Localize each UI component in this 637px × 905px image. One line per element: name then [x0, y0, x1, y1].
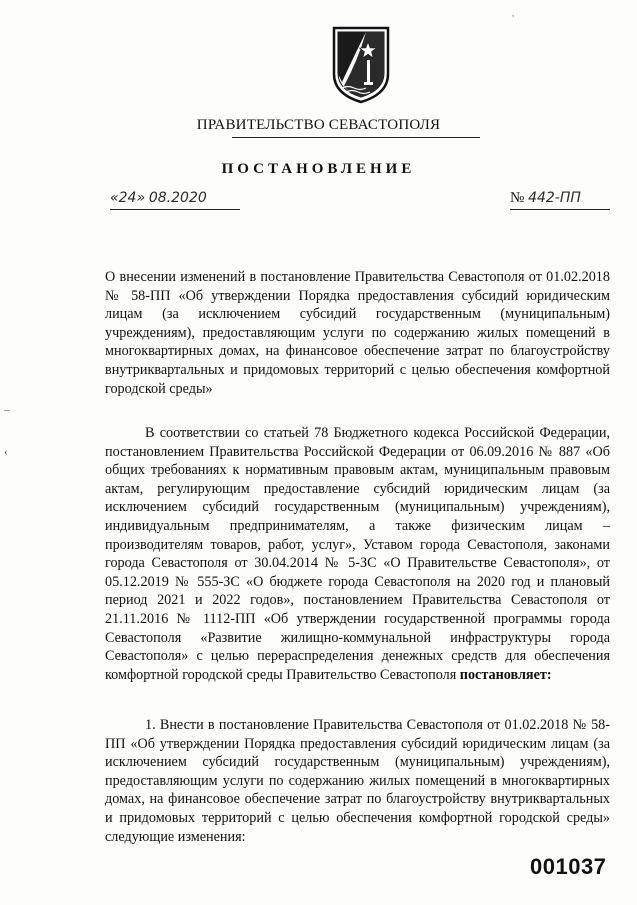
margin-mark-top: – — [4, 404, 10, 416]
resolution-keyword: постановляет: — [459, 666, 552, 683]
document-number-field — [510, 190, 610, 210]
clause-1-paragraph: 1. Внести в постановление Правительства Севастополя от 01.02.2018 № 58-ПП «Об утверждении Порядка предоставления субсидий юридическим лицам (за исключением субсидий государственным (муниципальным) учреждениям), предоставляющим услуги по содержанию жилых помещений в многоквартирных домах, на финансовое обеспечение затрат по благоустройству внутриквартальных и придомовых территорий с целью обеспечения комфортной городской среды» следующие изменения: — [105, 717, 610, 845]
serial-number: 001037 — [530, 854, 607, 879]
document-number: 442-ПП — [528, 190, 581, 206]
organization-name: ПРАВИТЕЛЬСТВО СЕВАСТОПОЛЯ — [196, 117, 441, 133]
document-type-title: ПОСТАНОВЛЕНИЕ — [221, 161, 416, 177]
date-close-quote: » — [136, 190, 146, 206]
number-sign: № — [510, 190, 525, 206]
header-underline — [232, 137, 480, 138]
scan-corner-mark: , — [512, 8, 515, 18]
document-subject: О внесении изменений в постановление Правительства Севастополя от 01.02.2018 № 58-ПП «Об утверждении Порядка предоставления субсидий юридическим лицам (за исключением субсидий государственным (муниципальным) учреждениям), предоставляющим услуги по содержанию жилых помещений в многоквартирных домах, на финансовое обеспечение затрат по благоустройству внутриквартальных и придомовых территорий с целью обеспечения комфортной городской среды» — [105, 269, 610, 397]
preamble-paragraph — [105, 424, 610, 684]
margin-mark-bottom: ‹ — [4, 446, 8, 458]
preamble-text: В соответствии со статьей 78 Бюджетного кодекса Российской Федерации, постановлением Правительства Российской Федерации от 06.09.2016 № 887 «Об общих требованиях к нормативным правовым актам, муниципальным правовым актам, регулирующим предоставление субсидий юридическим лицам (за исключением субсидий государственным (муниципальным) учреждениям), индивидуальным предпринимателям, а также физическим лицам – производителям товаров, работ, услуг», Уставом города Севастополя, законами города Севастополя от 30.04.2014 № 5-ЗС «О Правительстве Севастополя», от 05.12.2019 № 555-ЗС «О бюджете города Севастополя на 2020 год и плановый период 2021 и 2022 годов», постановлением Правительства Севастополя от 21.11.2016 № 1112-ПП «Об утверждении государственной программы города Севастополя «Развитие жилищно-коммунальной инфраструктуры города Севастополя» с целью перераспределения денежных средств для обеспечения комфортной городской среды Правительство Севастополя — [105, 425, 610, 683]
date-month-year: 08.2020 — [148, 190, 207, 206]
sevastopol-coat-of-arms-icon — [328, 22, 394, 106]
date-field — [110, 190, 240, 210]
date-open-quote: « — [110, 190, 119, 206]
date-day: 24 — [118, 190, 137, 206]
